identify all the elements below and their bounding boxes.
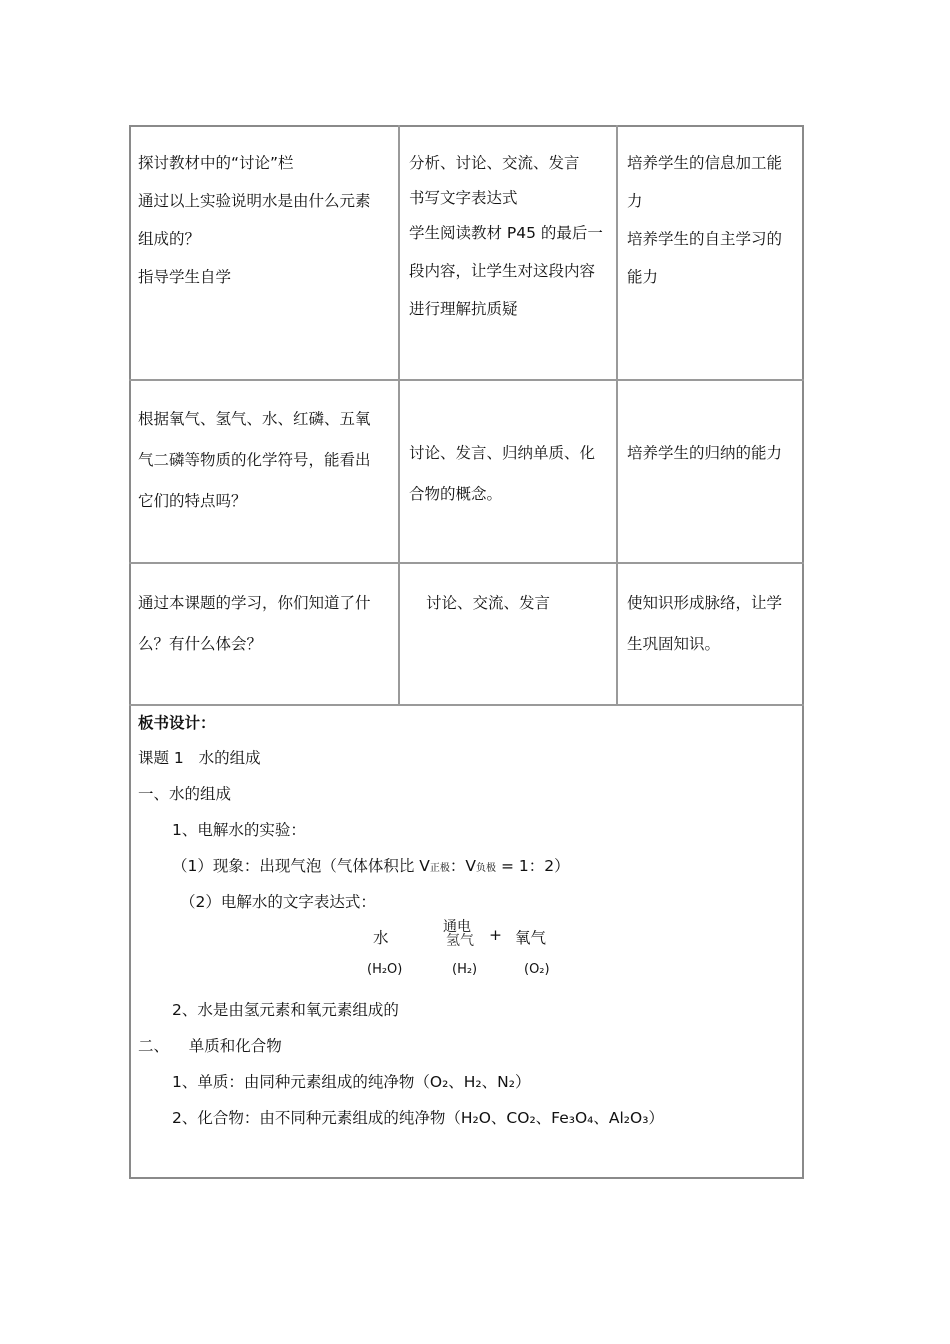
text-line: 讨论、发言、归纳单质、化 — [409, 444, 596, 462]
list-item: 2、水是由氢元素和氧元素组成的 — [172, 1001, 399, 1019]
text-line: 探讨教材中的“讨论”栏 — [138, 154, 294, 172]
column-divider — [398, 125, 400, 706]
phenomenon-prefix: （1）现象：出现气泡（气体体积比 V — [172, 857, 430, 875]
phenomenon-line — [172, 854, 570, 876]
text-line: 培养学生的归纳的能力 — [627, 444, 783, 462]
text-line: 使知识形成脉络，让学 — [627, 594, 783, 612]
text-line: 么？有什么体会？ — [138, 635, 263, 653]
text-line: 通过本课题的学习，你们知道了什 — [138, 594, 371, 612]
text-line: 分析、讨论、交流、发言 — [409, 154, 580, 172]
text-line: 力 — [627, 192, 643, 210]
text-line: 通过以上实验说明水是由什么元素 — [138, 192, 371, 210]
section-heading: 一、水的组成 — [138, 785, 232, 803]
text-line: 合物的概念。 — [409, 485, 503, 503]
list-item: 1、电解水的实验： — [172, 821, 306, 839]
text-line: 进行理解抗质疑 — [409, 300, 518, 318]
row1-teacher-cell — [138, 144, 394, 296]
text-line: 能力 — [627, 268, 659, 286]
row-divider — [129, 704, 804, 706]
text-line: 讨论、交流、发言 — [426, 594, 551, 612]
positive-electrode-sub: 正极 — [429, 863, 450, 874]
text-line: 段内容，让学生对这段内容 — [409, 262, 596, 280]
text-line: 组成的？ — [138, 230, 201, 248]
row2-intent-cell — [627, 433, 799, 474]
text-line: 培养学生的信息加工能 — [627, 154, 783, 172]
equation-condition: 通电 — [443, 919, 471, 935]
text-line: 学生阅读教材 P45 的最后一 — [409, 224, 603, 242]
row1-student-cell — [409, 144, 613, 328]
text-line: 书写文字表达式 — [409, 189, 518, 207]
phenomenon-suffix: = 1：2） — [496, 857, 570, 875]
board-heading: 板书设计： — [138, 714, 216, 732]
formula-oxygen: (O₂) — [524, 962, 550, 977]
negative-electrode-sub: 负极 — [476, 863, 497, 874]
equation-plus: + — [489, 926, 502, 944]
equation-water: 水 — [373, 929, 389, 947]
formula-water: (H₂O) — [367, 962, 403, 977]
text-line: 生巩固知识。 — [627, 635, 721, 653]
row-divider — [129, 379, 804, 381]
text-line: 指导学生自学 — [138, 268, 232, 286]
expression-label: （2）电解水的文字表达式： — [180, 893, 376, 911]
row2-teacher-cell — [138, 399, 394, 522]
phenomenon-mid: ：V — [449, 857, 477, 875]
row2-student-cell — [409, 433, 613, 515]
lesson-title: 课题 1 水的组成 — [138, 749, 261, 767]
text-line: 它们的特点吗？ — [138, 492, 247, 510]
text-line: 培养学生的自主学习的 — [627, 230, 783, 248]
formula-hydrogen: (H₂) — [452, 962, 478, 977]
section-heading: 二、 单质和化合物 — [138, 1037, 282, 1055]
row-divider — [129, 562, 804, 564]
row3-student-cell — [409, 583, 630, 624]
row1-intent-cell — [627, 144, 799, 296]
text-line: 气二磷等物质的化学符号，能看出 — [138, 451, 371, 469]
row3-teacher-cell — [138, 583, 394, 665]
list-item: 2、化合物：由不同种元素组成的纯净物（H₂O、CO₂、Fe₃O₄、Al₂O₃） — [172, 1109, 664, 1127]
equation-hydrogen: 氢气 — [446, 933, 474, 949]
list-item: 1、单质：由同种元素组成的纯净物（O₂、H₂、N₂） — [172, 1073, 531, 1091]
equation-oxygen: 氧气 — [515, 929, 547, 947]
row3-intent-cell — [627, 583, 799, 665]
text-line: 根据氧气、氢气、水、红磷、五氧 — [138, 410, 371, 428]
